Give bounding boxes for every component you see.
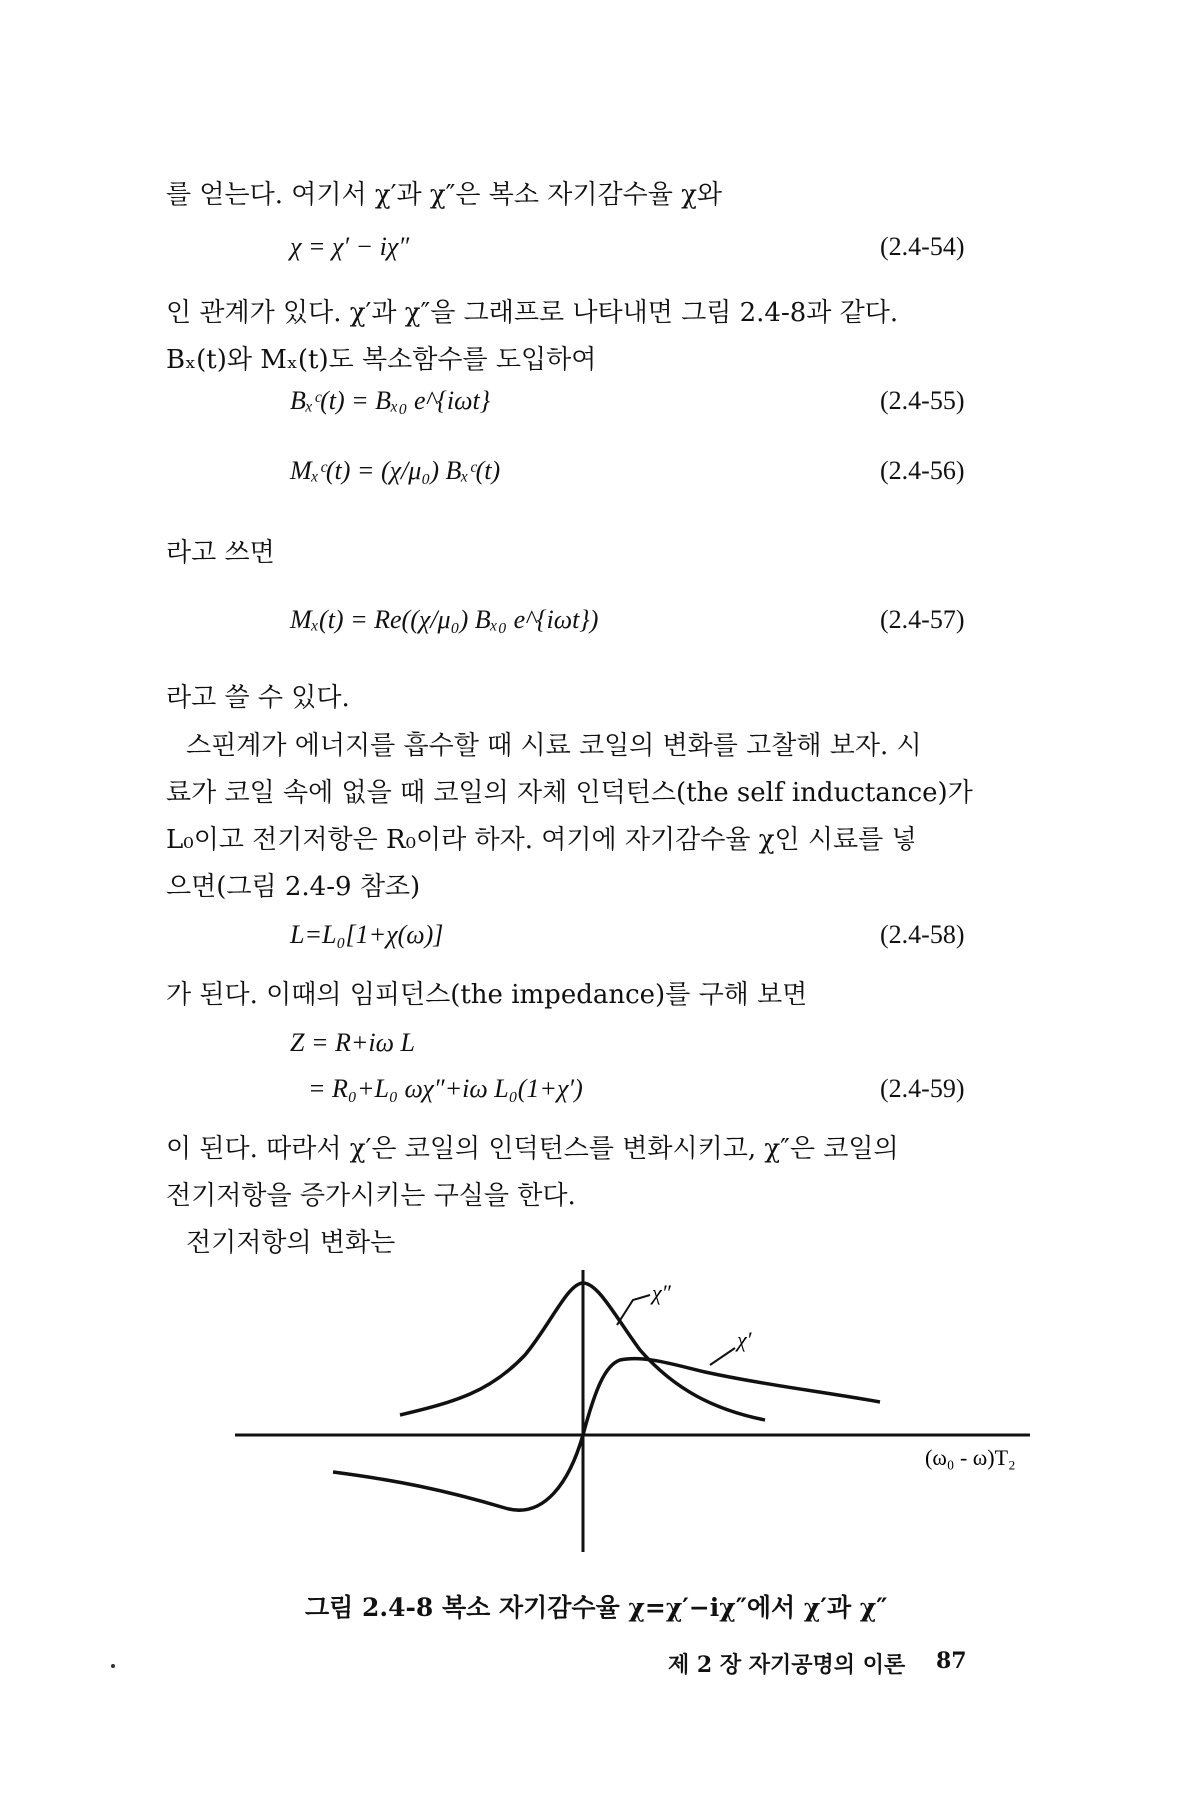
stray-mark <box>111 1664 115 1668</box>
equation-2-4-58: L=L₀[1+χ(ω)] <box>290 920 444 949</box>
paragraph-5-line-3: L₀이고 전기저항은 R₀이라 하자. 여기에 자기감수율 χ인 시료를 넣 <box>166 825 917 855</box>
equation-2-4-56: Mₓᶜ(t) = (χ/μ₀) Bₓᶜ(t) <box>290 456 501 485</box>
paragraph-1: 를 얻는다. 여기서 χ′과 χ″은 복소 자기감수율 χ와 <box>166 180 722 210</box>
footer-chapter: 제 2 장 자기공명의 이론 <box>668 1652 906 1678</box>
paragraph-6: 가 된다. 이때의 임피던스(the impedance)를 구해 보면 <box>166 980 808 1010</box>
figure-susceptibility <box>225 1140 1045 1574</box>
figure-caption: 그림 2.4-8 복소 자기감수율 χ=χ′−iχ″에서 χ′과 χ″ <box>305 1593 888 1622</box>
paragraph-7-line-2: 전기저항을 증가시키는 구실을 한다. <box>166 1181 576 1211</box>
footer-page-number: 87 <box>936 1648 967 1674</box>
equation-number-2-4-56: (2.4-56) <box>880 456 965 485</box>
paragraph-5-line-1: 스핀계가 에너지를 흡수할 때 시료 코일의 변화를 고찰해 보자. 시 <box>186 731 922 761</box>
equation-number-2-4-58: (2.4-58) <box>880 920 965 949</box>
chi-prime-leader <box>710 1348 735 1365</box>
equation-2-4-57: Mₓ(t) = Re((χ/μ₀) Bₓ₀ e^{iωt}) <box>290 605 599 634</box>
paragraph-3: 라고 쓰면 <box>166 538 275 568</box>
chi-double-prime-label: χ″ <box>652 1280 671 1305</box>
equation-2-4-59-line-2: = R₀+L₀ ωχ″+iω L₀(1+χ′) <box>308 1074 583 1103</box>
equation-2-4-59-line-1: Z = R+iω L <box>290 1028 415 1057</box>
chi-double-prime-leader <box>617 1295 650 1325</box>
paragraph-2-line-1: 인 관계가 있다. χ′과 χ″을 그래프로 나타내면 그림 2.4-8과 같다. <box>166 298 899 328</box>
paragraph-7-line-1: 이 된다. 따라서 χ′은 코일의 인덕턴스를 변화시키고, χ″은 코일의 <box>166 1134 899 1164</box>
paragraph-2-line-2: Bₓ(t)와 Mₓ(t)도 복소함수를 도입하여 <box>166 345 597 375</box>
figure-svg <box>225 1140 1045 1570</box>
equation-number-2-4-59: (2.4-59) <box>880 1074 965 1103</box>
chi-prime-label: χ′ <box>737 1327 752 1352</box>
paragraph-5-line-2: 료가 코일 속에 없을 때 코일의 자체 인덕턴스(the self inductance)가 <box>166 778 973 808</box>
equation-number-2-4-57: (2.4-57) <box>880 605 965 634</box>
equation-2-4-55: Bₓᶜ(t) = Bₓ₀ e^{iωt} <box>290 386 491 415</box>
x-axis-label: (ω₀ - ω)T₂ <box>925 1445 1016 1470</box>
equation-number-2-4-55: (2.4-55) <box>880 386 965 415</box>
equation-2-4-54: χ = χ′ − iχ″ <box>290 232 410 261</box>
paragraph-4: 라고 쓸 수 있다. <box>166 683 350 713</box>
paragraph-8: 전기저항의 변화는 <box>186 1228 396 1258</box>
equation-number-2-4-54: (2.4-54) <box>880 232 965 261</box>
paragraph-5-line-4: 으면(그림 2.4-9 참조) <box>166 872 421 902</box>
